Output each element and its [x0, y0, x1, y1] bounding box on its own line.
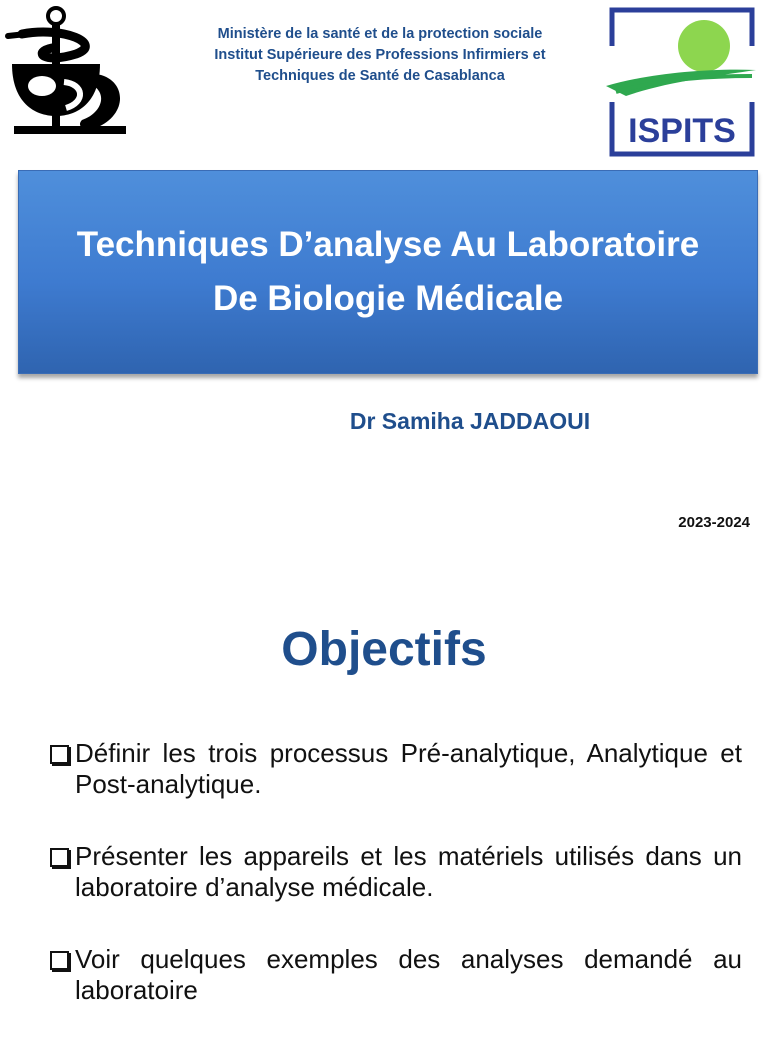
- institution-header: [160, 24, 600, 87]
- ispits-logo-icon: [606, 6, 756, 158]
- checkbox-bullet-icon: [50, 848, 69, 867]
- checkbox-bullet-icon: [50, 951, 69, 970]
- header-line-ministry: Ministère de la santé et de la protection sociale: [217, 26, 543, 42]
- objectives-slide: [0, 588, 768, 1024]
- objective-text: Voir quelques exemples des analyses demandé au laboratoire: [75, 944, 742, 1005]
- objective-text: Présenter les appareils et les matériels utilisés dans un laboratoire d’analyse médicale.: [75, 841, 742, 902]
- objectives-list: [48, 738, 742, 1047]
- checkbox-bullet-icon: [50, 745, 69, 764]
- author-name: Dr Samiha JADDAOUI: [349, 408, 591, 434]
- academic-year: 2023-2024: [678, 514, 750, 531]
- objective-text: Définir les trois processus Pré-analytique, Analytique et Post-analytique.: [75, 738, 742, 799]
- objective-item: [48, 738, 742, 800]
- title-line-1: Techniques D’analyse Au Laboratoire: [76, 225, 700, 264]
- objective-item: [48, 944, 742, 1006]
- header-line-city: Techniques de Santé de Casablanca: [255, 68, 505, 84]
- serpent-cup-emblem-icon: [4, 4, 130, 140]
- ispits-logo-text: ISPITS: [628, 112, 736, 150]
- title-line-2: De Biologie Médicale: [212, 279, 564, 318]
- title-banner: [18, 170, 758, 374]
- header-line-institute: Institut Supérieure des Professions Infirmiers et: [214, 47, 546, 63]
- objective-item: [48, 841, 742, 903]
- objectives-title: Objectifs: [281, 623, 487, 676]
